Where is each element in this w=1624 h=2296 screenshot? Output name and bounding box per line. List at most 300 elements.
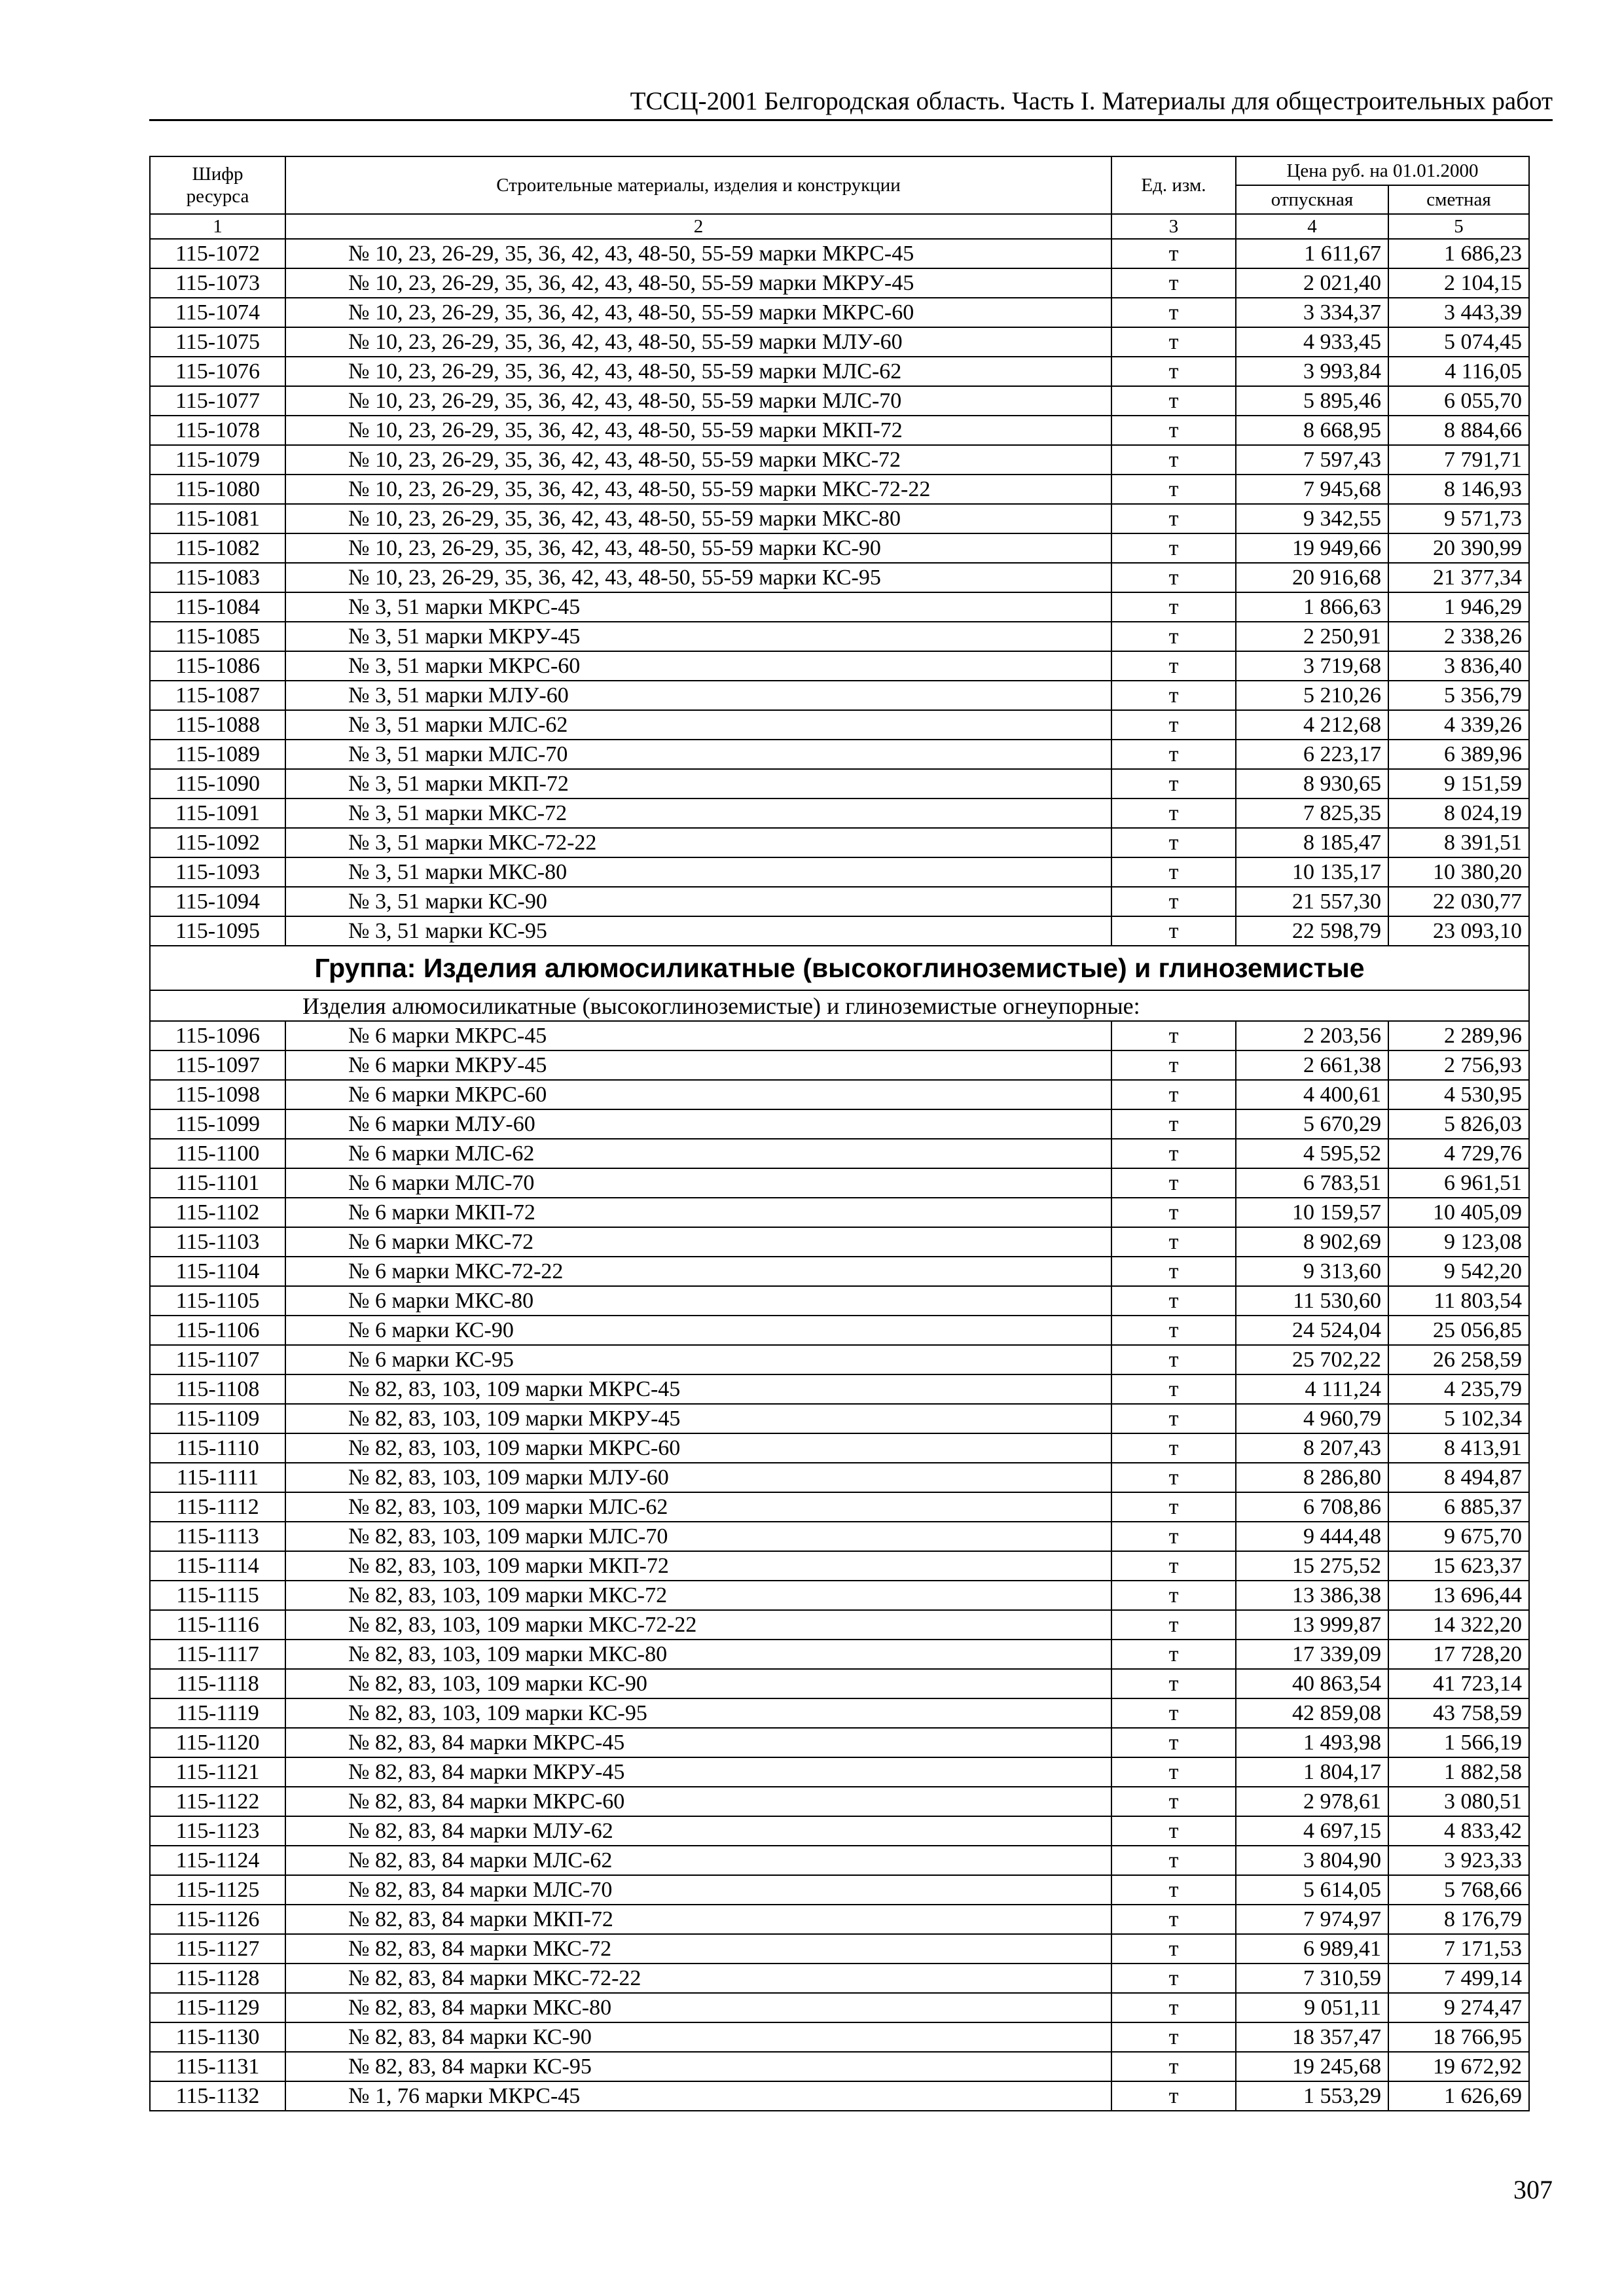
release-price-cell: 4 960,79 [1236,1404,1388,1433]
material-name-cell: № 10, 23, 26-29, 35, 36, 42, 43, 48-50, 55-59 марки МКРУ-45 [285,268,1111,298]
unit-cell: т [1111,475,1236,504]
table-row [150,1286,1529,1316]
release-price-cell: 9 051,11 [1236,1993,1388,2022]
price-table [149,156,1530,2111]
material-name-cell: № 6 марки МКРС-45 [285,1021,1111,1050]
table-row [150,828,1529,857]
estimate-price-cell: 14 322,20 [1388,1610,1529,1640]
table-row [150,445,1529,475]
resource-code-cell: 115-1132 [150,2081,285,2111]
unit-cell: т [1111,769,1236,798]
release-price-cell: 7 974,97 [1236,1905,1388,1934]
release-price-cell: 5 670,29 [1236,1109,1388,1139]
release-price-cell: 7 597,43 [1236,445,1388,475]
release-price-cell: 6 223,17 [1236,740,1388,769]
material-name-cell: № 82, 83, 84 марки МКРУ-45 [285,1757,1111,1787]
resource-code-cell: 115-1126 [150,1905,285,1934]
unit-cell: т [1111,1433,1236,1463]
group-heading: Группа: Изделия алюмосиликатные (высокоглиноземистые) и глиноземистые [150,946,1529,990]
table-row [150,1463,1529,1492]
unit-cell: т [1111,798,1236,828]
release-price-cell: 2 250,91 [1236,622,1388,651]
table-row [150,268,1529,298]
table-row [150,416,1529,445]
material-name-cell: № 3, 51 марки КС-95 [285,916,1111,946]
unit-cell: т [1111,916,1236,946]
material-name-cell: № 6 марки МКС-80 [285,1286,1111,1316]
resource-code-cell: 115-1107 [150,1345,285,1374]
resource-code-cell: 115-1102 [150,1198,285,1227]
col-number: 2 [285,214,1111,239]
material-name-cell: № 3, 51 марки МКРС-45 [285,592,1111,622]
release-price-cell: 21 557,30 [1236,887,1388,916]
col-header-release: отпускная [1236,185,1388,214]
estimate-price-cell: 5 074,45 [1388,327,1529,357]
release-price-cell: 9 342,55 [1236,504,1388,533]
unit-cell: т [1111,592,1236,622]
table-row [150,1698,1529,1728]
resource-code-cell: 115-1111 [150,1463,285,1492]
release-price-cell: 4 111,24 [1236,1374,1388,1404]
unit-cell: т [1111,1316,1236,1345]
release-price-cell: 1 553,29 [1236,2081,1388,2111]
unit-cell: т [1111,298,1236,327]
resource-code-cell: 115-1116 [150,1610,285,1640]
unit-cell: т [1111,1198,1236,1227]
material-name-cell: № 82, 83, 103, 109 марки МКРУ-45 [285,1404,1111,1433]
subgroup-heading: Изделия алюмосиликатные (высокоглиноземистые) и глиноземистые огнеупорные: [150,990,1529,1021]
estimate-price-cell: 8 413,91 [1388,1433,1529,1463]
table-row [150,1669,1529,1698]
material-name-cell: № 82, 83, 84 марки КС-95 [285,2052,1111,2081]
resource-code-cell: 115-1124 [150,1846,285,1875]
table-row [150,2081,1529,2111]
material-name-cell: № 82, 83, 103, 109 марки МКП-72 [285,1551,1111,1581]
table-row [150,357,1529,386]
estimate-price-cell: 8 494,87 [1388,1463,1529,1492]
unit-cell: т [1111,1669,1236,1698]
unit-cell: т [1111,1846,1236,1875]
release-price-cell: 20 916,68 [1236,563,1388,592]
col-header-estimate: сметная [1388,185,1529,214]
unit-cell: т [1111,1993,1236,2022]
table-row [150,327,1529,357]
release-price-cell: 18 357,47 [1236,2022,1388,2052]
estimate-price-cell: 4 235,79 [1388,1374,1529,1404]
table-row [150,1198,1529,1227]
material-name-cell: № 6 марки МЛУ-60 [285,1109,1111,1139]
resource-code-cell: 115-1125 [150,1875,285,1905]
unit-cell: т [1111,1698,1236,1728]
table-row [150,1316,1529,1345]
estimate-price-cell: 9 151,59 [1388,769,1529,798]
material-name-cell: № 1, 76 марки МКРС-45 [285,2081,1111,2111]
material-name-cell: № 10, 23, 26-29, 35, 36, 42, 43, 48-50, 55-59 марки МЛУ-60 [285,327,1111,357]
table-row [150,1875,1529,1905]
unit-cell: т [1111,268,1236,298]
material-name-cell: № 3, 51 марки МКС-72 [285,798,1111,828]
estimate-price-cell: 9 571,73 [1388,504,1529,533]
col-number: 3 [1111,214,1236,239]
release-price-cell: 6 989,41 [1236,1934,1388,1964]
material-name-cell: № 82, 83, 103, 109 марки КС-95 [285,1698,1111,1728]
resource-code-cell: 115-1122 [150,1787,285,1816]
unit-cell: т [1111,1640,1236,1669]
unit-cell: т [1111,1404,1236,1433]
resource-code-cell: 115-1112 [150,1492,285,1522]
release-price-cell: 5 895,46 [1236,386,1388,416]
resource-code-cell: 115-1117 [150,1640,285,1669]
estimate-price-cell: 17 728,20 [1388,1640,1529,1669]
unit-cell: т [1111,622,1236,651]
material-name-cell: № 6 марки МЛС-70 [285,1168,1111,1198]
table-row [150,1551,1529,1581]
unit-cell: т [1111,357,1236,386]
resource-code-cell: 115-1082 [150,533,285,563]
material-name-cell: № 3, 51 марки МКС-80 [285,857,1111,887]
table-row [150,1109,1529,1139]
material-name-cell: № 10, 23, 26-29, 35, 36, 42, 43, 48-50, 55-59 марки МКС-80 [285,504,1111,533]
table-row [150,651,1529,681]
estimate-price-cell: 15 623,37 [1388,1551,1529,1581]
release-price-cell: 4 595,52 [1236,1139,1388,1168]
estimate-price-cell: 21 377,34 [1388,563,1529,592]
estimate-price-cell: 5 768,66 [1388,1875,1529,1905]
unit-cell: т [1111,1257,1236,1286]
unit-cell: т [1111,681,1236,710]
release-price-cell: 10 159,57 [1236,1198,1388,1227]
estimate-price-cell: 9 675,70 [1388,1522,1529,1551]
material-name-cell: № 6 марки КС-90 [285,1316,1111,1345]
table-row [150,1433,1529,1463]
resource-code-cell: 115-1079 [150,445,285,475]
material-name-cell: № 82, 83, 84 марки МКС-72 [285,1934,1111,1964]
estimate-price-cell: 6 885,37 [1388,1492,1529,1522]
unit-cell: т [1111,1905,1236,1934]
release-price-cell: 22 598,79 [1236,916,1388,946]
estimate-price-cell: 9 542,20 [1388,1257,1529,1286]
resource-code-cell: 115-1109 [150,1404,285,1433]
resource-code-cell: 115-1129 [150,1993,285,2022]
group-heading-row [150,946,1529,990]
unit-cell: т [1111,710,1236,740]
estimate-price-cell: 10 405,09 [1388,1198,1529,1227]
unit-cell: т [1111,1227,1236,1257]
release-price-cell: 40 863,54 [1236,1669,1388,1698]
estimate-price-cell: 4 729,76 [1388,1139,1529,1168]
table-row [150,592,1529,622]
unit-cell: т [1111,1139,1236,1168]
resource-code-cell: 115-1115 [150,1581,285,1610]
estimate-price-cell: 6 389,96 [1388,740,1529,769]
estimate-price-cell: 5 102,34 [1388,1404,1529,1433]
estimate-price-cell: 8 146,93 [1388,475,1529,504]
table-row [150,1640,1529,1669]
table-row [150,239,1529,268]
release-price-cell: 4 400,61 [1236,1080,1388,1109]
estimate-price-cell: 1 882,58 [1388,1757,1529,1787]
estimate-price-cell: 9 123,08 [1388,1227,1529,1257]
table-row [150,740,1529,769]
material-name-cell: № 82, 83, 84 марки МКС-72-22 [285,1964,1111,1993]
resource-code-cell: 115-1118 [150,1669,285,1698]
estimate-price-cell: 11 803,54 [1388,1286,1529,1316]
table-row [150,1993,1529,2022]
material-name-cell: № 82, 83, 84 марки МЛС-62 [285,1846,1111,1875]
estimate-price-cell: 2 289,96 [1388,1021,1529,1050]
material-name-cell: № 82, 83, 103, 109 марки МКРС-45 [285,1374,1111,1404]
col-header-price: Цена руб. на 01.01.2000 [1236,156,1529,185]
resource-code-cell: 115-1077 [150,386,285,416]
release-price-cell: 1 866,63 [1236,592,1388,622]
unit-cell: т [1111,386,1236,416]
table-row [150,1964,1529,1993]
resource-code-cell: 115-1121 [150,1757,285,1787]
unit-cell: т [1111,1522,1236,1551]
release-price-cell: 3 993,84 [1236,357,1388,386]
resource-code-cell: 115-1083 [150,563,285,592]
unit-cell: т [1111,1492,1236,1522]
unit-cell: т [1111,2052,1236,2081]
estimate-price-cell: 43 758,59 [1388,1698,1529,1728]
estimate-price-cell: 5 356,79 [1388,681,1529,710]
material-name-cell: № 82, 83, 103, 109 марки МЛС-70 [285,1522,1111,1551]
material-name-cell: № 10, 23, 26-29, 35, 36, 42, 43, 48-50, 55-59 марки МКРС-60 [285,298,1111,327]
material-name-cell: № 10, 23, 26-29, 35, 36, 42, 43, 48-50, 55-59 марки КС-95 [285,563,1111,592]
release-price-cell: 5 614,05 [1236,1875,1388,1905]
release-price-cell: 2 661,38 [1236,1050,1388,1080]
resource-code-cell: 115-1106 [150,1316,285,1345]
material-name-cell: № 10, 23, 26-29, 35, 36, 42, 43, 48-50, 55-59 марки МКРС-45 [285,239,1111,268]
release-price-cell: 3 334,37 [1236,298,1388,327]
material-name-cell: № 82, 83, 103, 109 марки МКРС-60 [285,1433,1111,1463]
resource-code-cell: 115-1128 [150,1964,285,1993]
release-price-cell: 19 949,66 [1236,533,1388,563]
resource-code-cell: 115-1075 [150,327,285,357]
estimate-price-cell: 4 833,42 [1388,1816,1529,1846]
estimate-price-cell: 2 104,15 [1388,268,1529,298]
table-row [150,1374,1529,1404]
col-number: 5 [1388,214,1529,239]
material-name-cell: № 6 марки МКРУ-45 [285,1050,1111,1080]
material-name-cell: № 6 марки КС-95 [285,1345,1111,1374]
page-number: 307 [1513,2175,1553,2204]
estimate-price-cell: 10 380,20 [1388,857,1529,887]
release-price-cell: 9 313,60 [1236,1257,1388,1286]
estimate-price-cell: 18 766,95 [1388,2022,1529,2052]
resource-code-cell: 115-1072 [150,239,285,268]
resource-code-cell: 115-1087 [150,681,285,710]
table-row [150,2052,1529,2081]
unit-cell: т [1111,327,1236,357]
release-price-cell: 4 212,68 [1236,710,1388,740]
material-name-cell: № 3, 51 марки МКС-72-22 [285,828,1111,857]
table-row [150,1522,1529,1551]
unit-cell: т [1111,1080,1236,1109]
table-row [150,475,1529,504]
release-price-cell: 2 021,40 [1236,268,1388,298]
table-row [150,1050,1529,1080]
resource-code-cell: 115-1127 [150,1934,285,1964]
resource-code-cell: 115-1088 [150,710,285,740]
table-row [150,1168,1529,1198]
resource-code-cell: 115-1086 [150,651,285,681]
resource-code-cell: 115-1081 [150,504,285,533]
release-price-cell: 7 945,68 [1236,475,1388,504]
estimate-price-cell: 1 626,69 [1388,2081,1529,2111]
release-price-cell: 8 185,47 [1236,828,1388,857]
material-name-cell: № 3, 51 марки МКРУ-45 [285,622,1111,651]
unit-cell: т [1111,1109,1236,1139]
resource-code-cell: 115-1090 [150,769,285,798]
page-header-title: ТССЦ-2001 Белгородская область. Часть I. Материалы для общестроительных работ [630,87,1553,115]
resource-code-cell: 115-1108 [150,1374,285,1404]
table-row [150,1257,1529,1286]
table-row [150,622,1529,651]
release-price-cell: 4 933,45 [1236,327,1388,357]
estimate-price-cell: 7 499,14 [1388,1964,1529,1993]
table-row [150,1757,1529,1787]
release-price-cell: 8 286,80 [1236,1463,1388,1492]
resource-code-cell: 115-1119 [150,1698,285,1728]
material-name-cell: № 3, 51 марки КС-90 [285,887,1111,916]
resource-code-cell: 115-1113 [150,1522,285,1551]
table-row [150,1581,1529,1610]
release-price-cell: 3 804,90 [1236,1846,1388,1875]
material-name-cell: № 10, 23, 26-29, 35, 36, 42, 43, 48-50, 55-59 марки МЛС-70 [285,386,1111,416]
table-row [150,1139,1529,1168]
material-name-cell: № 10, 23, 26-29, 35, 36, 42, 43, 48-50, 55-59 марки МКП-72 [285,416,1111,445]
table-row [150,504,1529,533]
table-row [150,1610,1529,1640]
col-header-code: Шифр ресурса [150,156,285,214]
release-price-cell: 15 275,52 [1236,1551,1388,1581]
unit-cell: т [1111,1286,1236,1316]
col-number: 1 [150,214,285,239]
unit-cell: т [1111,1875,1236,1905]
table-row [150,386,1529,416]
unit-cell: т [1111,857,1236,887]
unit-cell: т [1111,1964,1236,1993]
resource-code-cell: 115-1123 [150,1816,285,1846]
col-header-unit: Ед. изм. [1111,156,1236,214]
estimate-price-cell: 13 696,44 [1388,1581,1529,1610]
release-price-cell: 2 203,56 [1236,1021,1388,1050]
unit-cell: т [1111,740,1236,769]
table-row [150,710,1529,740]
resource-code-cell: 115-1093 [150,857,285,887]
unit-cell: т [1111,445,1236,475]
material-name-cell: № 82, 83, 103, 109 марки МКС-80 [285,1640,1111,1669]
estimate-price-cell: 23 093,10 [1388,916,1529,946]
estimate-price-cell: 41 723,14 [1388,1669,1529,1698]
estimate-price-cell: 6 961,51 [1388,1168,1529,1198]
estimate-price-cell: 25 056,85 [1388,1316,1529,1345]
material-name-cell: № 82, 83, 103, 109 марки МКС-72 [285,1581,1111,1610]
unit-cell: т [1111,1610,1236,1640]
release-price-cell: 13 999,87 [1236,1610,1388,1640]
resource-code-cell: 115-1095 [150,916,285,946]
resource-code-cell: 115-1105 [150,1286,285,1316]
resource-code-cell: 115-1089 [150,740,285,769]
material-name-cell: № 6 марки МКС-72-22 [285,1257,1111,1286]
material-name-cell: № 82, 83, 103, 109 марки МЛУ-60 [285,1463,1111,1492]
estimate-price-cell: 3 923,33 [1388,1846,1529,1875]
unit-cell: т [1111,504,1236,533]
material-name-cell: № 3, 51 марки МЛС-70 [285,740,1111,769]
resource-code-cell: 115-1098 [150,1080,285,1109]
release-price-cell: 9 444,48 [1236,1522,1388,1551]
material-name-cell: № 82, 83, 103, 109 марки МЛС-62 [285,1492,1111,1522]
col-header-name: Строительные материалы, изделия и конструкции [285,156,1111,214]
resource-code-cell: 115-1078 [150,416,285,445]
table-row [150,2022,1529,2052]
unit-cell: т [1111,1463,1236,1492]
release-price-cell: 17 339,09 [1236,1640,1388,1669]
resource-code-cell: 115-1103 [150,1227,285,1257]
table-body-section-a [150,239,1529,946]
unit-cell: т [1111,1168,1236,1198]
estimate-price-cell: 1 946,29 [1388,592,1529,622]
estimate-price-cell: 3 443,39 [1388,298,1529,327]
unit-cell: т [1111,1581,1236,1610]
resource-code-cell: 115-1101 [150,1168,285,1198]
resource-code-cell: 115-1092 [150,828,285,857]
release-price-cell: 6 708,86 [1236,1492,1388,1522]
unit-cell: т [1111,1551,1236,1581]
resource-code-cell: 115-1080 [150,475,285,504]
resource-code-cell: 115-1076 [150,357,285,386]
table-row [150,1728,1529,1757]
material-name-cell: № 10, 23, 26-29, 35, 36, 42, 43, 48-50, 55-59 марки КС-90 [285,533,1111,563]
estimate-price-cell: 22 030,77 [1388,887,1529,916]
release-price-cell: 8 207,43 [1236,1433,1388,1463]
release-price-cell: 19 245,68 [1236,2052,1388,2081]
estimate-price-cell: 8 884,66 [1388,416,1529,445]
release-price-cell: 13 386,38 [1236,1581,1388,1610]
unit-cell: т [1111,239,1236,268]
estimate-price-cell: 7 791,71 [1388,445,1529,475]
table-row [150,1227,1529,1257]
header-rule [149,119,1553,121]
material-name-cell: № 82, 83, 84 марки МЛУ-62 [285,1816,1111,1846]
release-price-cell: 10 135,17 [1236,857,1388,887]
material-name-cell: № 82, 83, 84 марки МЛС-70 [285,1875,1111,1905]
table-row [150,1492,1529,1522]
table-body-section-b [150,1021,1529,2111]
material-name-cell: № 82, 83, 84 марки МКРС-45 [285,1728,1111,1757]
release-price-cell: 25 702,22 [1236,1345,1388,1374]
estimate-price-cell: 26 258,59 [1388,1345,1529,1374]
resource-code-cell: 115-1130 [150,2022,285,2052]
table-row [150,1787,1529,1816]
resource-code-cell: 115-1097 [150,1050,285,1080]
unit-cell: т [1111,416,1236,445]
release-price-cell: 6 783,51 [1236,1168,1388,1198]
release-price-cell: 11 530,60 [1236,1286,1388,1316]
resource-code-cell: 115-1120 [150,1728,285,1757]
estimate-price-cell: 8 176,79 [1388,1905,1529,1934]
resource-code-cell: 115-1084 [150,592,285,622]
table-row [150,1404,1529,1433]
estimate-price-cell: 3 836,40 [1388,651,1529,681]
material-name-cell: № 6 марки МКС-72 [285,1227,1111,1257]
unit-cell: т [1111,1374,1236,1404]
unit-cell: т [1111,1021,1236,1050]
unit-cell: т [1111,2081,1236,2111]
material-name-cell: № 82, 83, 84 марки КС-90 [285,2022,1111,2052]
material-name-cell: № 82, 83, 84 марки МКРС-60 [285,1787,1111,1816]
